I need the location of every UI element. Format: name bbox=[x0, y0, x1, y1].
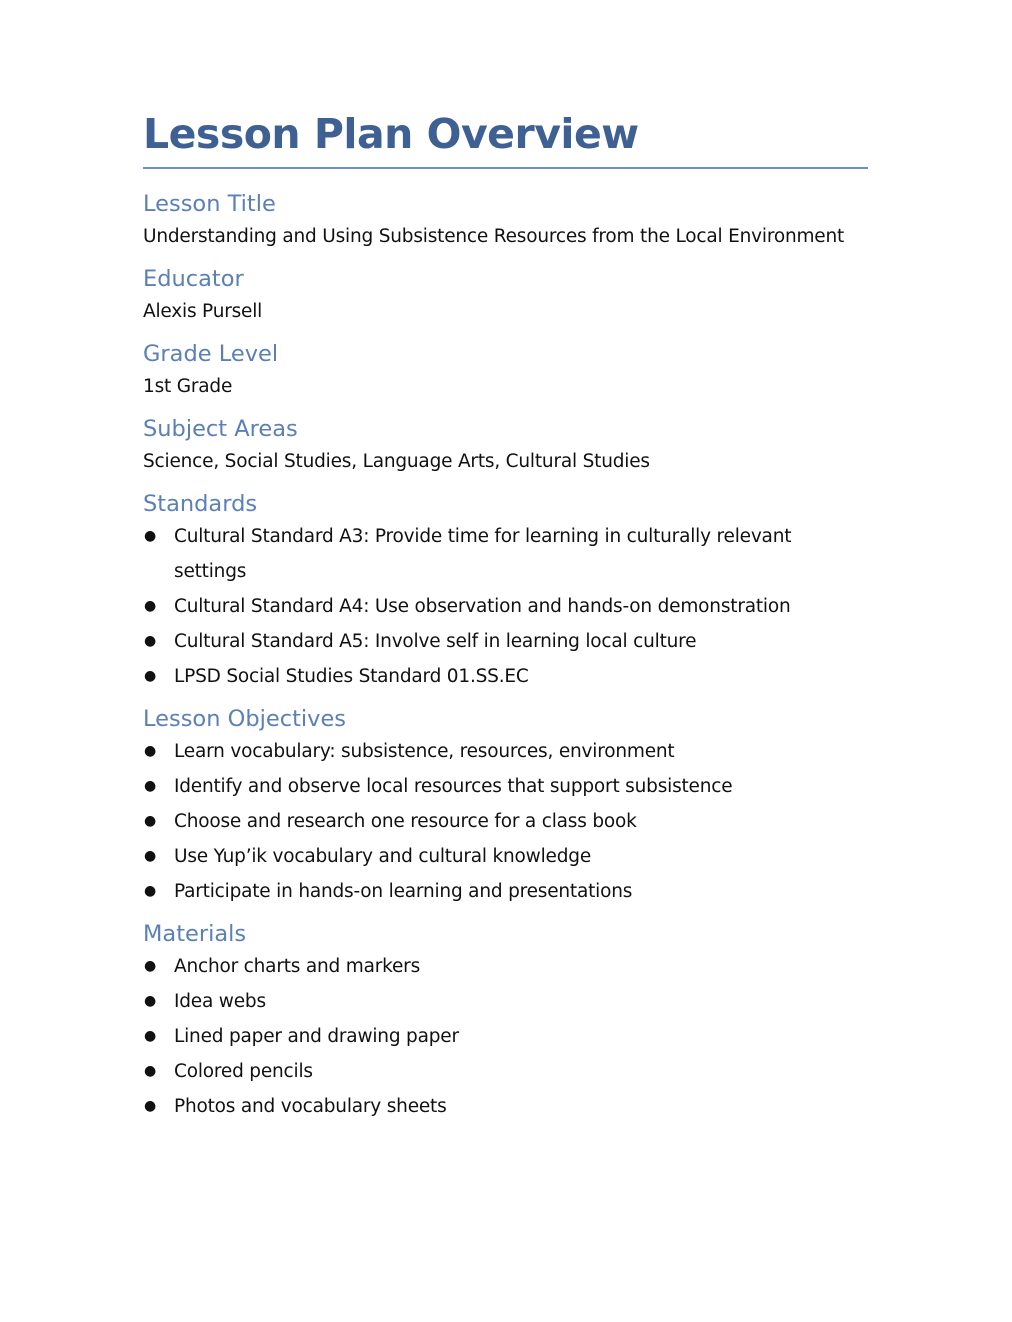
bullet-icon: ● bbox=[144, 778, 157, 794]
objective-text: Use Yup’ik vocabulary and cultural knowledge bbox=[174, 846, 591, 867]
material-text: Colored pencils bbox=[174, 1061, 313, 1082]
objective-text: Learn vocabulary: subsistence, resources, environment bbox=[174, 741, 675, 762]
standard-text: LPSD Social Studies Standard 01.SS.EC bbox=[174, 666, 529, 687]
objectives-section bbox=[143, 704, 868, 909]
list-item bbox=[143, 949, 868, 984]
standard-text: Cultural Standard A5: Involve self in learning local culture bbox=[174, 631, 697, 652]
standards-heading: Standards bbox=[143, 491, 258, 517]
standards-list bbox=[143, 519, 868, 694]
grade-level-section bbox=[143, 339, 868, 404]
educator-heading: Educator bbox=[143, 266, 244, 292]
standards-section bbox=[143, 489, 868, 694]
material-text: Anchor charts and markers bbox=[174, 956, 421, 977]
materials-heading: Materials bbox=[143, 921, 247, 947]
objective-text: Identify and observe local resources that support subsistence bbox=[174, 776, 733, 797]
document-page bbox=[143, 104, 868, 1124]
list-item bbox=[143, 519, 868, 589]
list-item bbox=[143, 1089, 868, 1124]
list-item bbox=[143, 769, 868, 804]
title-divider bbox=[143, 167, 868, 169]
materials-list bbox=[143, 949, 868, 1124]
list-item bbox=[143, 804, 868, 839]
subject-areas-value: Science, Social Studies, Language Arts, Cultural Studies bbox=[143, 451, 650, 472]
material-text: Lined paper and drawing paper bbox=[174, 1026, 459, 1047]
list-item bbox=[143, 734, 868, 769]
bullet-icon: ● bbox=[144, 993, 157, 1009]
lesson-title-section bbox=[143, 189, 868, 254]
grade-level-value: 1st Grade bbox=[143, 376, 233, 397]
bullet-icon: ● bbox=[144, 598, 157, 614]
materials-section bbox=[143, 919, 868, 1124]
standard-text: Cultural Standard A4: Use observation and hands-on demonstration bbox=[174, 596, 791, 617]
bullet-icon: ● bbox=[144, 633, 157, 649]
bullet-icon: ● bbox=[144, 668, 157, 684]
bullet-icon: ● bbox=[144, 743, 157, 759]
objectives-list bbox=[143, 734, 868, 909]
educator-section bbox=[143, 264, 868, 329]
bullet-icon: ● bbox=[144, 528, 157, 544]
list-item bbox=[143, 874, 868, 909]
objectives-heading: Lesson Objectives bbox=[143, 706, 347, 732]
lesson-title-heading: Lesson Title bbox=[143, 191, 276, 217]
bullet-icon: ● bbox=[144, 1063, 157, 1079]
material-text: Idea webs bbox=[174, 991, 266, 1012]
bullet-icon: ● bbox=[144, 958, 157, 974]
list-item bbox=[143, 839, 868, 874]
list-item bbox=[143, 1054, 868, 1089]
objective-text: Participate in hands-on learning and presentations bbox=[174, 881, 633, 902]
bullet-icon: ● bbox=[144, 813, 157, 829]
lesson-title-value: Understanding and Using Subsistence Resources from the Local Environment bbox=[143, 226, 845, 247]
standard-text: Cultural Standard A3: Provide time for learning in culturally relevant settings bbox=[174, 526, 792, 582]
list-item bbox=[143, 624, 868, 659]
educator-value: Alexis Pursell bbox=[143, 301, 263, 322]
subject-areas-heading: Subject Areas bbox=[143, 416, 298, 442]
page-title: Lesson Plan Overview bbox=[143, 110, 639, 158]
material-text: Photos and vocabulary sheets bbox=[174, 1096, 447, 1117]
bullet-icon: ● bbox=[144, 883, 157, 899]
subject-areas-section bbox=[143, 414, 868, 479]
grade-level-heading: Grade Level bbox=[143, 341, 279, 367]
bullet-icon: ● bbox=[144, 1028, 157, 1044]
list-item bbox=[143, 659, 868, 694]
objective-text: Choose and research one resource for a class book bbox=[174, 811, 637, 832]
bullet-icon: ● bbox=[144, 1098, 157, 1114]
list-item bbox=[143, 589, 868, 624]
list-item bbox=[143, 984, 868, 1019]
list-item bbox=[143, 1019, 868, 1054]
bullet-icon: ● bbox=[144, 848, 157, 864]
